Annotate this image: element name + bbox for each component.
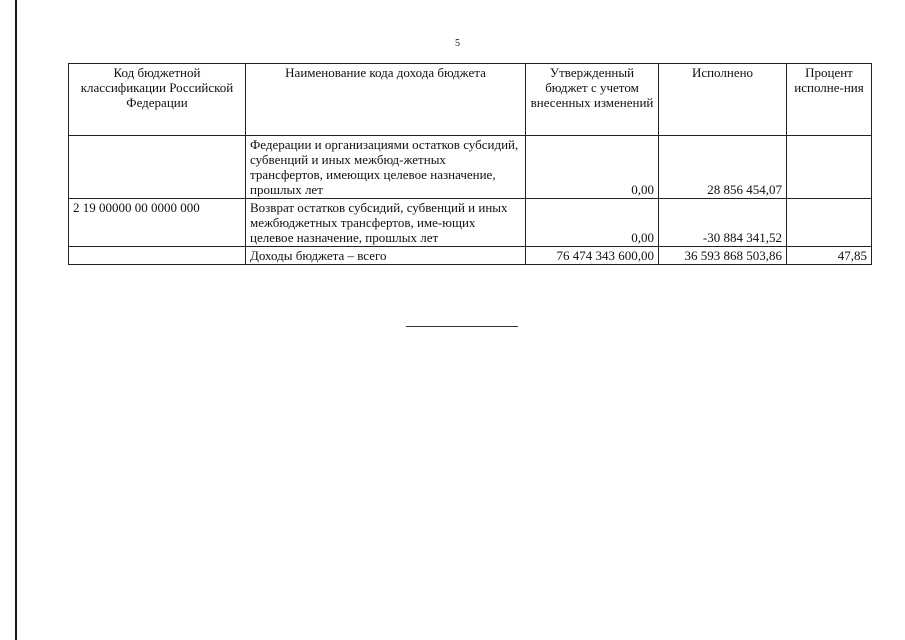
row-approved: 0,00 — [526, 199, 659, 247]
row-approved: 0,00 — [526, 136, 659, 199]
total-executed: 36 593 868 503,86 — [659, 247, 787, 265]
row-code: 2 19 00000 00 0000 000 — [69, 199, 246, 247]
header-code: Код бюджетной классификации Российской Федерации — [69, 64, 246, 136]
header-approved: Утвержденный бюджет с учетом внесенных изменений — [526, 64, 659, 136]
header-executed: Исполнено — [659, 64, 787, 136]
table-header-row — [69, 64, 872, 136]
row-percent — [787, 136, 872, 199]
header-percent: Процент исполне-ния — [787, 64, 872, 136]
end-separator-line — [406, 326, 518, 327]
budget-table — [68, 63, 872, 265]
row-executed: 28 856 454,07 — [659, 136, 787, 199]
header-name: Наименование кода дохода бюджета — [246, 64, 526, 136]
row-code — [69, 136, 246, 199]
total-approved: 76 474 343 600,00 — [526, 247, 659, 265]
row-executed: -30 884 341,52 — [659, 199, 787, 247]
total-row — [69, 247, 872, 265]
row-name: Возврат остатков субсидий, субвенций и иных межбюджетных трансфертов, име-ющих целевое назначение, прошлых лет — [246, 199, 526, 247]
table-row — [69, 199, 872, 247]
total-name: Доходы бюджета – всего — [246, 247, 526, 265]
total-percent: 47,85 — [787, 247, 872, 265]
total-code — [69, 247, 246, 265]
row-name: Федерации и организациями остатков субсидий, субвенций и иных межбюд-жетных трансфертов, имеющих целевое назначение, прошлых лет — [246, 136, 526, 199]
row-percent — [787, 199, 872, 247]
table-row — [69, 136, 872, 199]
scan-edge-bar — [15, 0, 17, 640]
page-number: 5 — [455, 38, 460, 49]
